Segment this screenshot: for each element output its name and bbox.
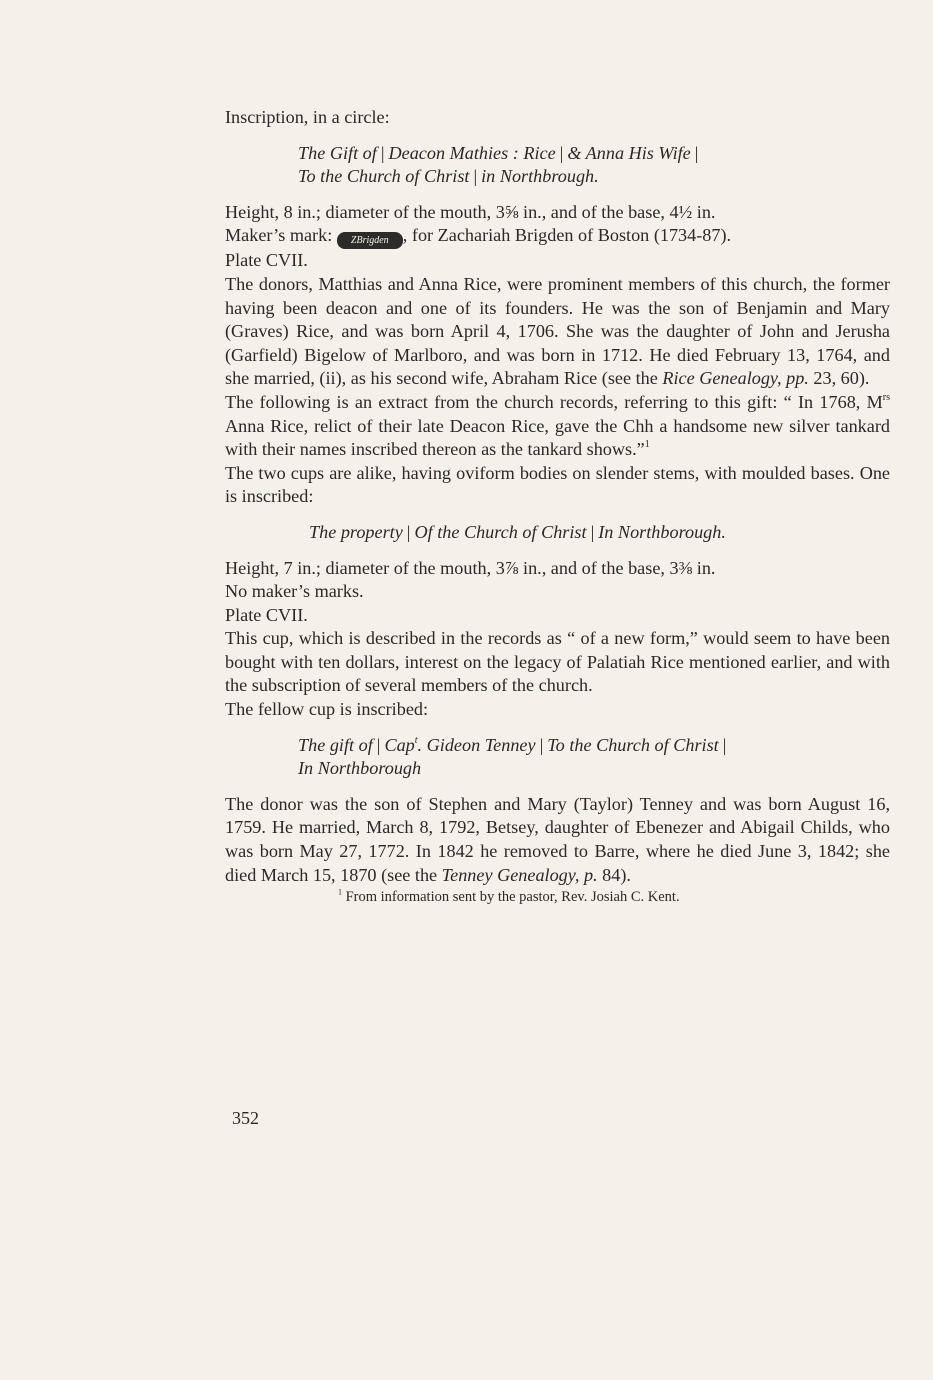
- ins3-sup: t: [414, 734, 418, 746]
- plate-ref-1: Plate CVII.: [225, 250, 308, 271]
- tenney-italic: Tenney Genealogy, p.: [441, 864, 598, 885]
- plate-ref-2: Plate CVII.: [225, 604, 308, 625]
- tankard-dimensions: Height, 8 in.; diameter of the mouth, 3⅝ in., and of the base, 4½ in.: [225, 201, 716, 222]
- inscription-1: The Gift of | Deacon Mathies : Rice | & Anna His Wife | To the Church of Christ | in Northbrough.: [298, 142, 699, 187]
- cups-paragraph: The two cups are alike, having oviform bodies on slender stems, with moulded bases. One is inscribed:: [225, 462, 890, 507]
- footnote-number: 1: [338, 887, 342, 897]
- ins2-part-c: In Northborough.: [598, 521, 726, 542]
- makers-mark-line: [225, 224, 890, 249]
- makers-mark-suffix: , for Zachariah Brigden of Boston (1734-87).: [402, 225, 732, 246]
- inscription-2: The property | Of the Church of Christ | In Northborough.: [309, 521, 726, 542]
- donors-italic: Rice Genealogy, pp.: [662, 368, 809, 389]
- donors-text-end: 23, 60).: [808, 368, 870, 389]
- ins3-part-d: In Northborough: [298, 758, 422, 779]
- ins1-part-e: in Northbrough.: [481, 166, 599, 187]
- tenney-text-end: 84).: [597, 864, 631, 885]
- ins1-part-d: To the Church of Christ: [298, 166, 470, 187]
- makers-mark-stamp: ZBrigden: [337, 232, 403, 249]
- footnote-text: From information sent by the pastor, Rev. Josiah C. Kent.: [341, 889, 680, 906]
- footnote-ref: 1: [644, 439, 650, 451]
- page-body: [225, 106, 890, 907]
- ins3-part-b: [384, 735, 535, 755]
- ins3-capt: Cap: [384, 734, 415, 755]
- footnote: [225, 887, 890, 907]
- ins2-part-b: Of the Church of Christ: [414, 521, 587, 542]
- cup-dimensions: Height, 7 in.; diameter of the mouth, 3⅞ in., and of the base, 3⅜ in.: [225, 557, 716, 578]
- page-number: 352: [232, 1108, 259, 1128]
- tenney-paragraph: [225, 793, 890, 887]
- ins1-part-a: The Gift of: [298, 142, 377, 163]
- records-paragraph: [225, 391, 890, 462]
- ins3-part-c: To the Church of Christ: [547, 734, 719, 755]
- records-text-2: Anna Rice, relict of their late Deacon Rice, gave the Chh a handsome new silver tankard with their names inscribed thereon as the tankard shows.”: [225, 415, 890, 460]
- records-superscript: rs: [882, 391, 890, 403]
- ins1-part-b: Deacon Mathies : Rice: [388, 142, 556, 163]
- ins2-part-a: The property: [309, 521, 403, 542]
- records-text: The following is an extract from the church records, referring to this gift: “ In 1768, M: [225, 391, 883, 412]
- cup-paragraph: This cup, which is described in the records as “ of a new form,” would seem to have been bought with ten dollars, interest on the legacy of Palatiah Rice mentioned earlier, and with the subscription of several members of the church.: [225, 628, 890, 696]
- ins1-part-c: & Anna His Wife: [567, 142, 691, 163]
- makers-mark-prefix: Maker’s mark:: [225, 225, 333, 246]
- ins3-name: . Gideon Tenney: [417, 734, 536, 755]
- tenney-text: The donor was the son of Stephen and Mary (Taylor) Tenney and was born August 16, 1759. He married, March 8, 1792, Betsey, daughter of Ebenezer and Abigail Childs, who was born May 27, 1772. In 1842 he removed to Barre, where he died June 3, 1842; she died March 15, 1870 (see the: [225, 793, 890, 885]
- intro-line: Inscription, in a circle:: [225, 107, 390, 127]
- inscription-3: The gift of | Cap$^t$. Gideon Tenney | To the Church of Christ | In Northborough: [298, 734, 727, 779]
- no-marks-line: No maker’s marks.: [225, 581, 364, 602]
- donors-paragraph: [225, 273, 890, 391]
- ins3-part-a: The gift of: [298, 734, 373, 755]
- fellow-cup-line: The fellow cup is inscribed:: [225, 699, 429, 720]
- donors-text: The donors, Matthias and Anna Rice, were prominent members of this church, the former having been deacon and one of its founders. He was the son of Benjamin and Mary (Graves) Rice, and was born April 4, 1706. She was the daughter of John and Jerusha (Garfield) Bigelow of Marlboro, and was born in 1712. He died February 13, 1764, and she married, (ii), as his second wife, Abraham Rice (see the: [225, 273, 890, 389]
